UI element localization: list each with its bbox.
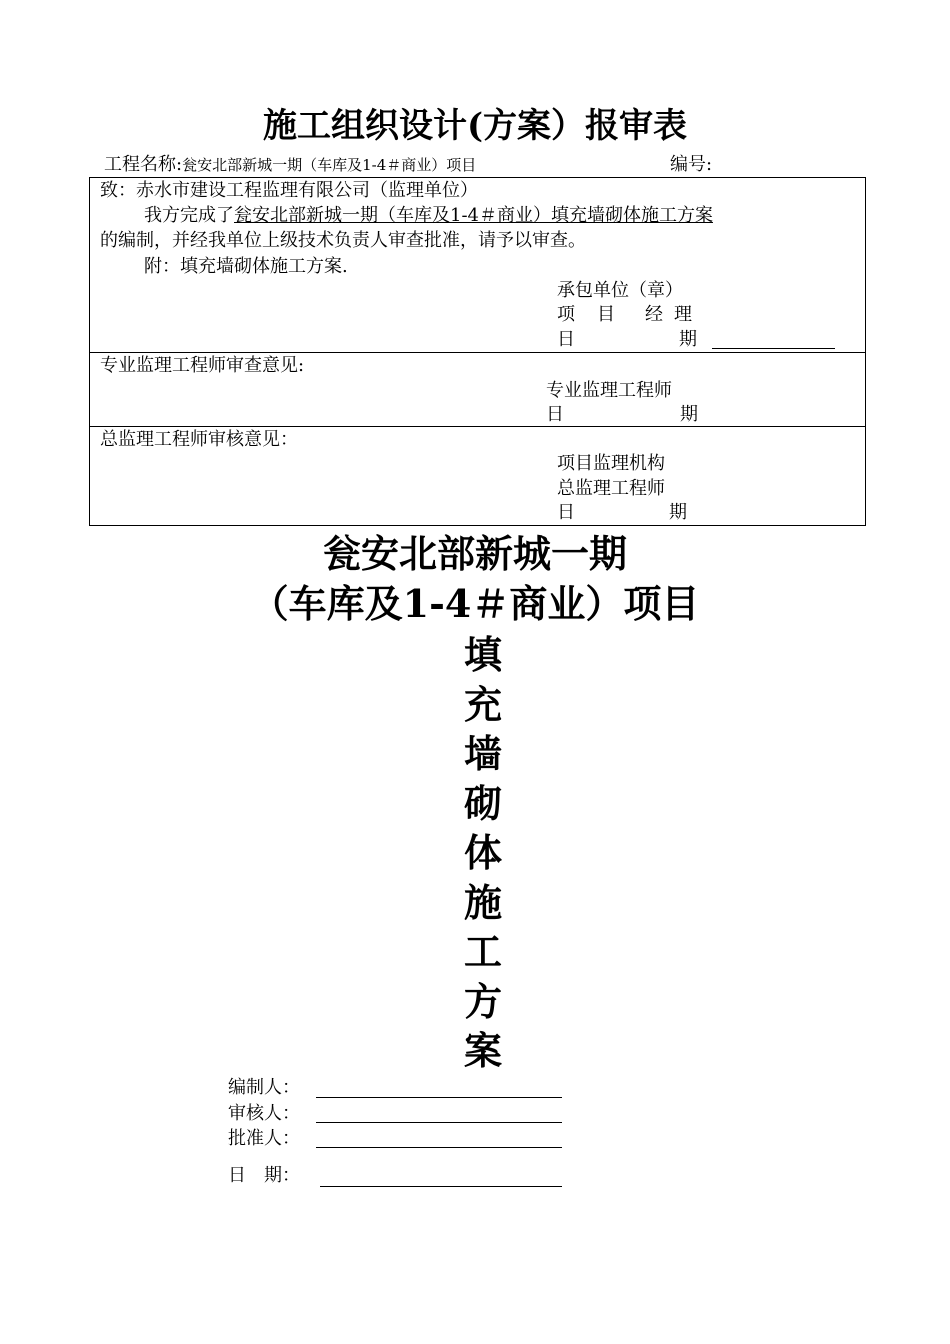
cover-project-title: 瓮安北部新城一期 <box>322 531 627 576</box>
cover-vertical-title <box>458 630 508 1076</box>
vertical-title-char: 填 <box>463 632 502 677</box>
reviewer-signature-line <box>316 1122 562 1123</box>
date-char: 日 <box>557 502 575 523</box>
project-name-row <box>104 153 476 177</box>
pm-char: 理 <box>674 304 692 325</box>
reviewer-label: 审核人： <box>228 1103 300 1124</box>
project-name: 瓮安北部新城一期（车库及1-4＃商业）项目 <box>182 156 477 174</box>
approval-form-table <box>89 177 866 526</box>
chief-engineer-label: 总监理工程师 <box>557 478 665 499</box>
vertical-title-char: 体 <box>463 830 502 875</box>
contractor-seal-label: 承包单位（章） <box>557 280 683 301</box>
addressee-line: 致：赤水市建设工程监理有限公司（监理单位） <box>100 180 478 201</box>
vertical-title-char: 砌 <box>463 780 502 826</box>
pm-char: 项 <box>557 304 575 325</box>
contractor-section <box>90 178 865 353</box>
date-char: 日 <box>546 404 564 425</box>
approver-signature-line <box>316 1147 562 1148</box>
vertical-title-char: 充 <box>463 681 502 727</box>
chief-review-heading: 总监理工程师审核意见： <box>100 429 298 450</box>
submission-prefix: 我方完成了 <box>144 205 234 226</box>
specialty-engineer-label: 专业监理工程师 <box>546 380 672 401</box>
vertical-title-char: 方 <box>463 978 502 1024</box>
vertical-title-char: 施 <box>463 879 502 925</box>
cover-project-subtitle: （车库及1-4＃商业）项目 <box>250 581 700 626</box>
chief-engineer-section <box>90 427 865 525</box>
submission-line <box>144 204 713 228</box>
approver-label: 批准人： <box>228 1128 300 1149</box>
specialty-engineer-section <box>90 353 865 427</box>
submission-line-2: 的编制，并经我单位上级技术负责人审查批准，请予以审查。 <box>100 230 586 251</box>
contractor-date-blank <box>712 348 835 349</box>
date-char: 期 <box>680 404 698 425</box>
date-char: 期 <box>679 329 697 350</box>
sign-date-label: 日 期： <box>228 1165 300 1186</box>
code-label: 编号: <box>670 154 713 175</box>
pm-char: 目 <box>597 304 615 325</box>
vertical-title-char: 墙 <box>463 731 502 776</box>
supervision-org-label: 项目监理机构 <box>557 453 665 474</box>
date-char: 日 <box>557 329 575 350</box>
attachment-line: 附：填充墙砌体施工方案. <box>144 256 348 277</box>
vertical-title-char: 工 <box>463 929 502 974</box>
pm-char: 经 <box>645 304 663 325</box>
project-label: 工程名称: <box>104 154 183 175</box>
date-char: 期 <box>669 502 687 523</box>
compiler-label: 编制人： <box>228 1077 300 1098</box>
vertical-title-char: 案 <box>463 1028 502 1073</box>
specialty-review-heading: 专业监理工程师审查意见: <box>100 355 305 376</box>
page-title: 施工组织设计(方案）报审表 <box>262 106 688 146</box>
compiler-signature-line <box>316 1097 562 1098</box>
sign-date-line <box>320 1186 562 1187</box>
submission-subject: 瓮安北部新城一期（车库及1-4＃商业）填充墙砌体施工方案 <box>234 205 713 226</box>
